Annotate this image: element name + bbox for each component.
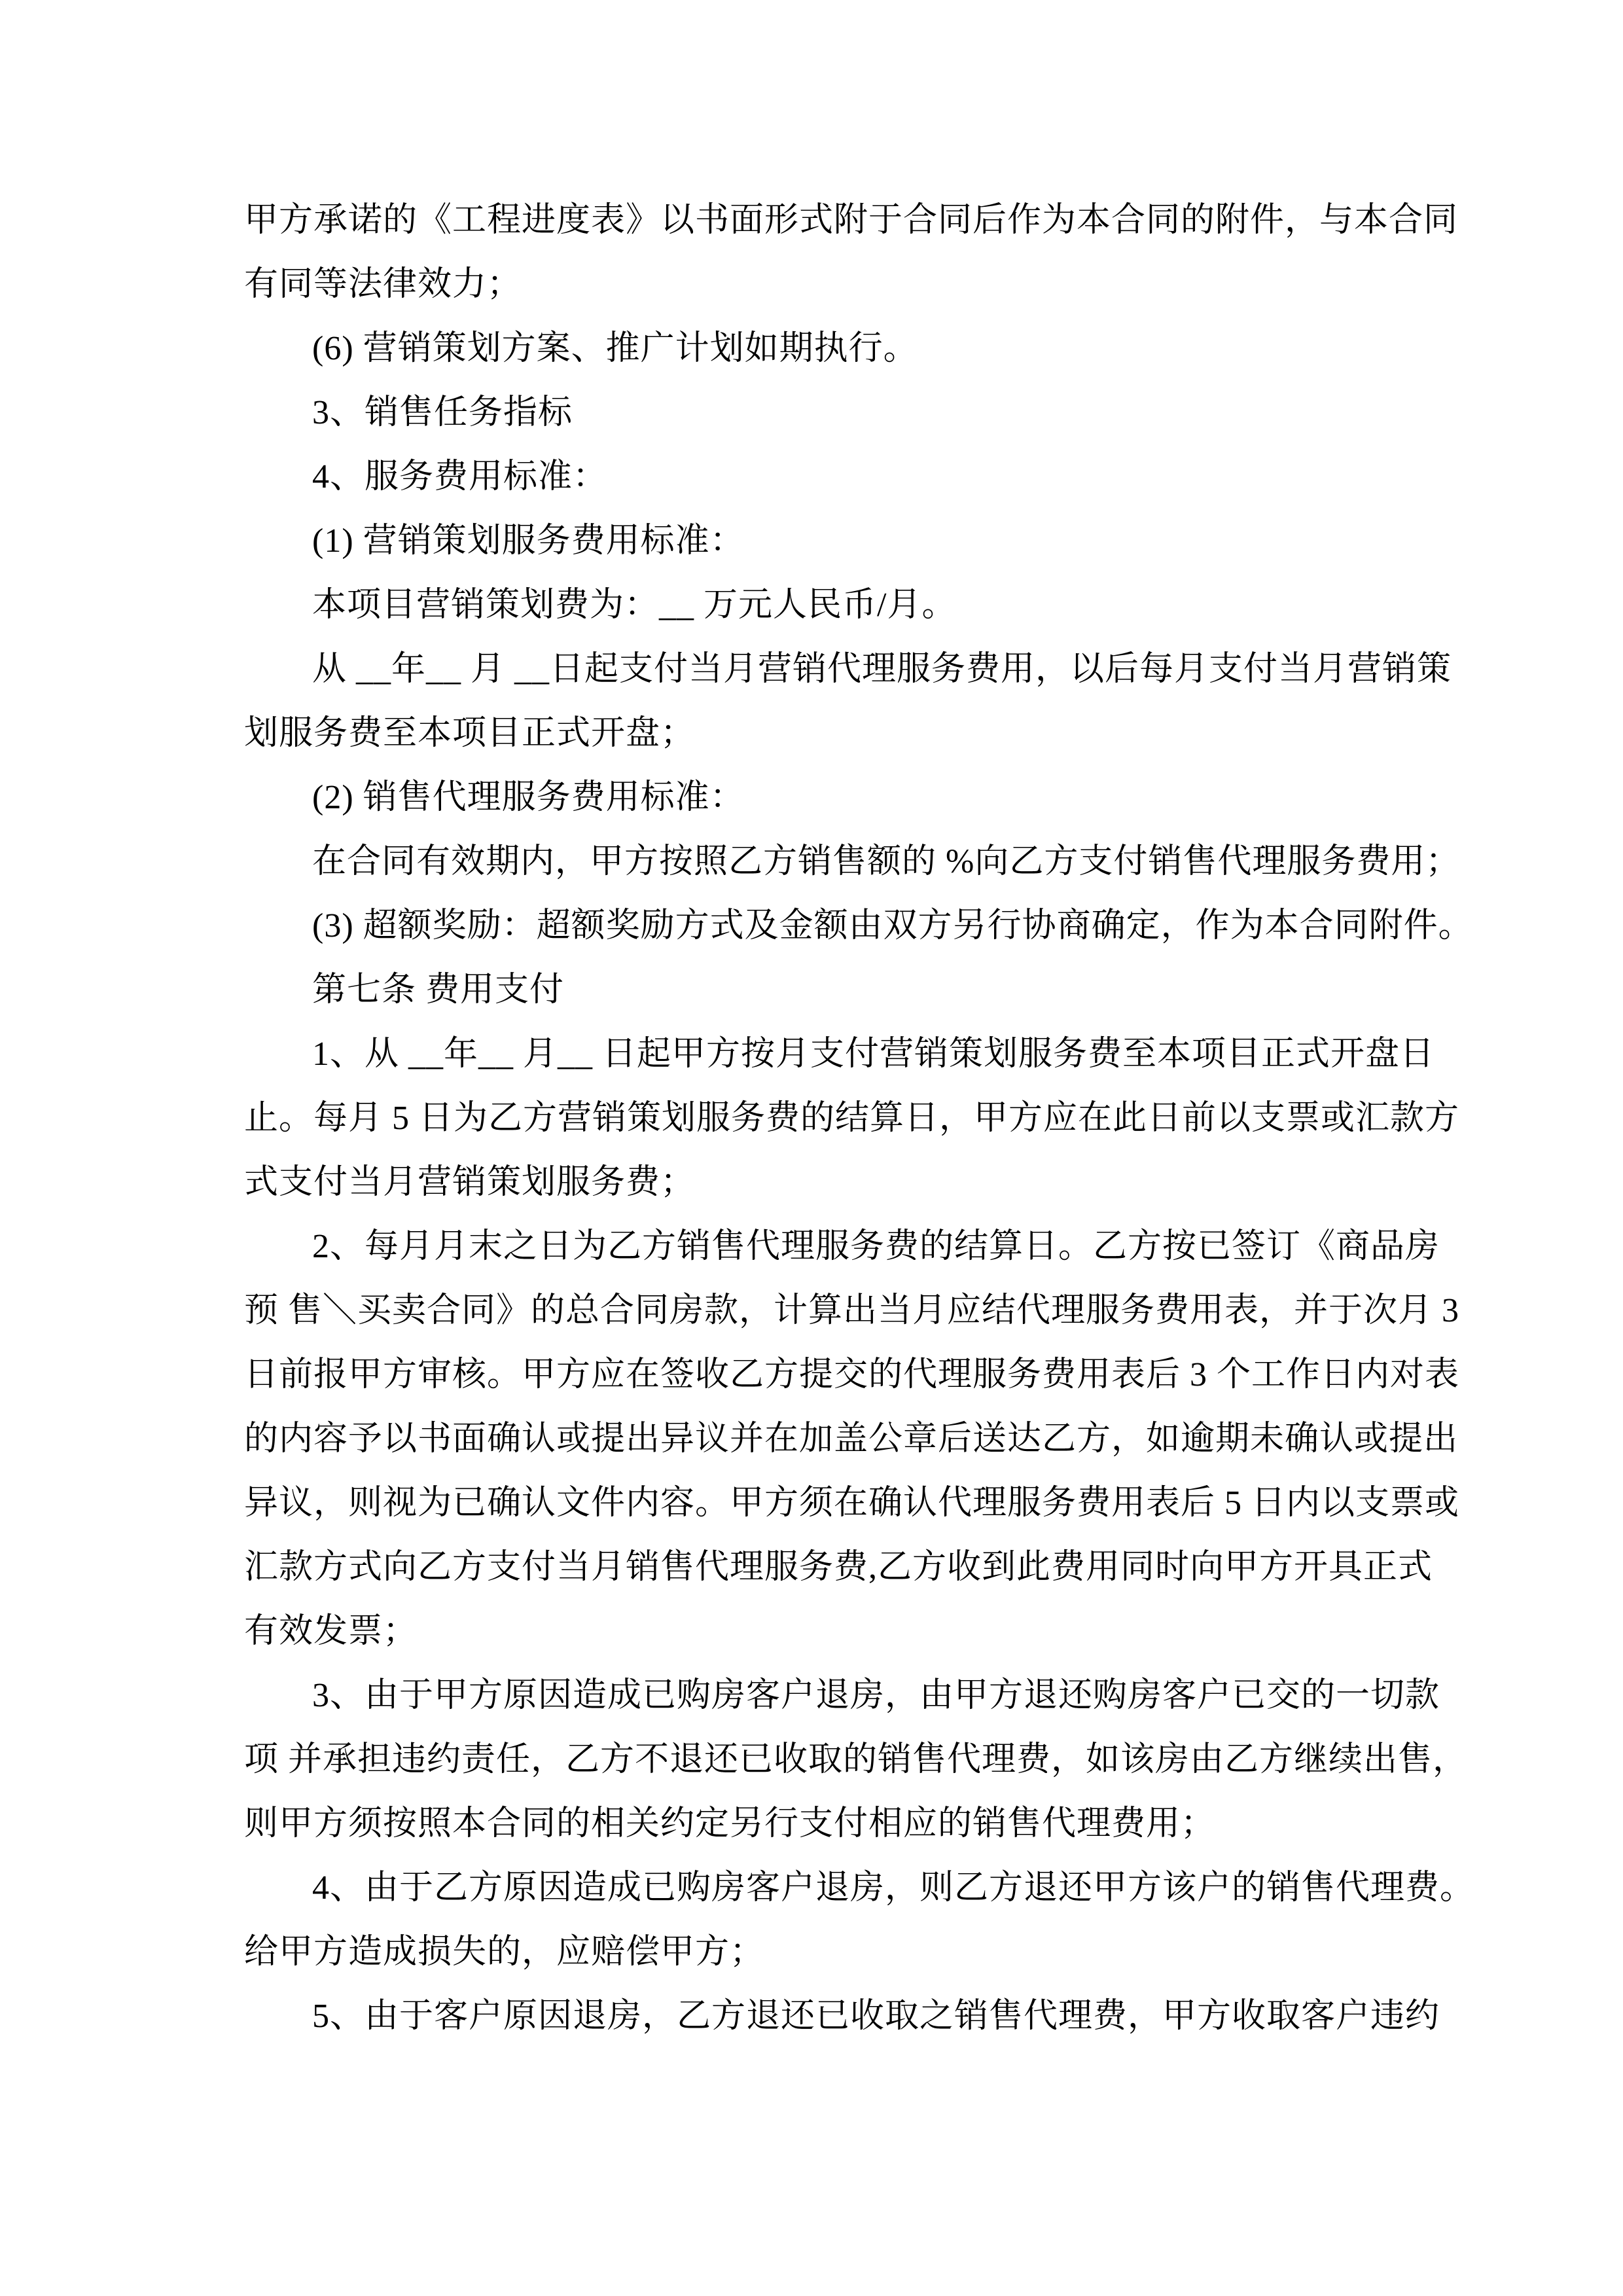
text-line: 从 __年__ 月 __日起支付当月营销代理服务费用，以后每月支付当月营销策	[312, 651, 1452, 688]
text-line: 止。每月 5 日为乙方营销策划服务费的结算日，甲方应在此日前以支票或汇款方	[244, 1100, 1460, 1137]
text-line: 的内容予以书面确认或提出异议并在加盖公章后送达乙方，如逾期未确认或提出	[244, 1420, 1459, 1458]
text-line: 项 并承担违约责任，乙方不退还已收取的销售代理费，如该房由乙方继续出售，	[244, 1741, 1468, 1778]
text-line: 汇款方式向乙方支付当月销售代理服务费,乙方收到此费用同时向甲方开具正式	[244, 1549, 1433, 1586]
text-line: 本项目营销策划费为：__ 万元人民币/月。	[312, 586, 957, 624]
text-line: (2) 销售代理服务费用标准：	[312, 779, 745, 816]
text-line: 3、销售任务指标	[312, 394, 573, 431]
text-line: 式支付当月营销策划服务费；	[244, 1164, 696, 1201]
text-line: 在合同有效期内，甲方按照乙方销售额的 %向乙方支付销售代理服务费用；	[312, 843, 1461, 880]
text-line: 3、由于甲方原因造成已购房客户退房，由甲方退还购房客户已交的一切款	[312, 1677, 1440, 1714]
text-line: 4、服务费用标准：	[312, 458, 608, 495]
text-line: 预 售＼买卖合同》的总合同房款，计算出当月应结代理服务费用表，并于次月 3	[244, 1292, 1460, 1329]
text-line: 异议，则视为已确认文件内容。甲方须在确认代理服务费用表后 5 日内以支票或	[244, 1484, 1460, 1522]
text-line: 有效发票；	[244, 1613, 418, 1650]
text-line: 1、从 __年__ 月__ 日起甲方按月支付营销策划服务费至本项目正式开盘日	[312, 1035, 1435, 1073]
text-line: (1) 营销策划服务费用标准：	[312, 522, 745, 560]
text-line: (3) 超额奖励：超额奖励方式及金额由双方另行协商确定，作为本合同附件。	[312, 907, 1473, 944]
text-line: 划服务费至本项目正式开盘；	[244, 715, 696, 752]
document-body	[244, 188, 1527, 2049]
text-line: 2、每月月末之日为乙方销售代理服务费的结算日。乙方按已签订《商品房	[312, 1228, 1440, 1265]
text-line: 4、由于乙方原因造成已购房客户退房，则乙方退还甲方该户的销售代理费。	[312, 1869, 1475, 1907]
text-line: 第七条 费用支付	[312, 971, 565, 1009]
text-line: (6) 营销策划方案、推广计划如期执行。	[312, 330, 918, 367]
text-line: 给甲方造成损失的，应赔偿甲方；	[244, 1933, 765, 1971]
text-line: 则甲方须按照本合同的相关约定另行支付相应的销售代理费用；	[244, 1805, 1216, 1842]
text-line: 日前报甲方审核。甲方应在签收乙方提交的代理服务费用表后 3 个工作日内对表	[244, 1356, 1460, 1393]
text-line: 有同等法律效力；	[244, 266, 522, 303]
text-line: 5、由于客户原因退房，乙方退还已收取之销售代理费，甲方收取客户违约	[312, 1998, 1440, 2035]
text-line: 甲方承诺的《工程进度表》以书面形式附于合同后作为本合同的附件，与本合同	[244, 202, 1459, 239]
